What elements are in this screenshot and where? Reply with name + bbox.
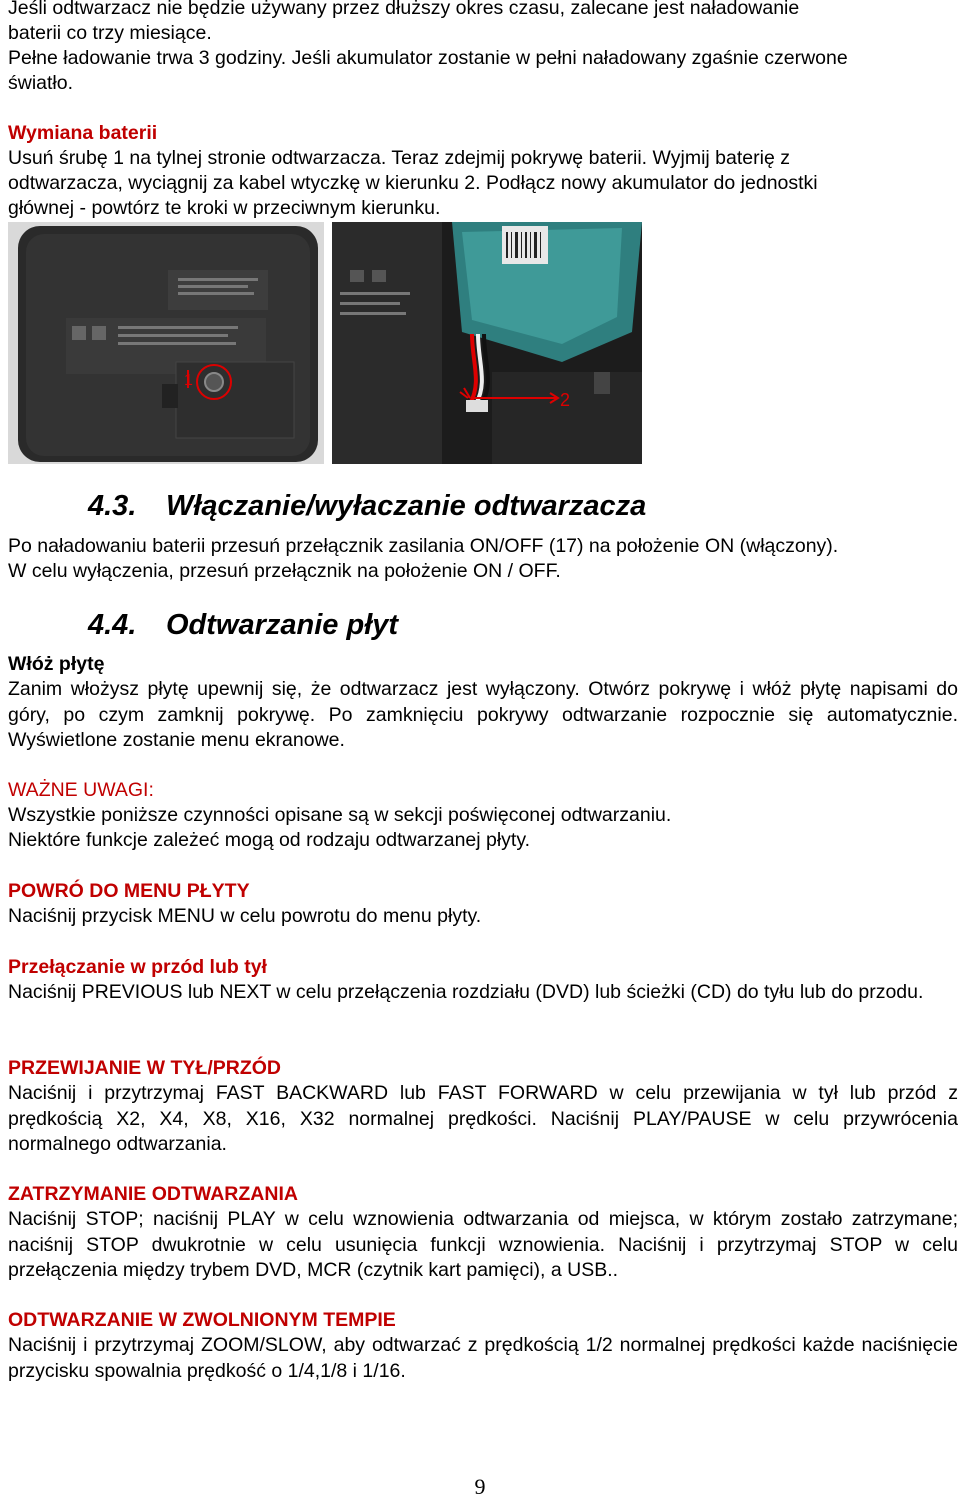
slow-motion-text: Naciśnij i przytrzymaj ZOOM/SLOW, aby odtwarzać z prędkością 1/2 normalnej prędkości każde naciśnięcie przycisku spowalnia prędkość o 1/4,1/8 i 1/16.: [8, 1334, 958, 1382]
important-notes-heading: WAŻNE UWAGI:: [8, 779, 154, 801]
section-4-4-title: Odtwarzanie płyt: [166, 609, 399, 641]
battery-line-2: odtwarzacza, wyciągnij za kabel wtyczkę w kierunku 2. Podłącz nowy akumulator do jednostki: [8, 172, 818, 194]
page-number: 9: [474, 1474, 486, 1499]
section-4-3-number: 4.3.: [88, 490, 137, 522]
skip-heading: Przełączanie w przód lub tył: [8, 956, 267, 978]
section-4-4-number: 4.4.: [88, 609, 137, 641]
intro-line-1: Jeśli odtwarzacz nie będzie używany przez dłuższy okres czasu, zalecane jest naładowanie: [8, 0, 800, 19]
intro-line-2: baterii co trzy miesiące.: [8, 22, 212, 44]
slow-motion-heading: ODTWARZANIE W ZWOLNIONYM TEMPIE: [8, 1309, 396, 1331]
battery-line-3: głównej - powtórz te kroki w przeciwnym kierunku.: [8, 197, 441, 219]
photo-label-1: 1: [184, 372, 193, 389]
section-4-3-title: Włączanie/wyłaczanie odtwarzacza: [166, 490, 647, 522]
insert-disc-text: Zanim włożysz płytę upewnij się, że odtwarzacz jest wyłączony. Otwórz pokrywę i włóż płytę napisami do góry, po czym zamknij pokrywę. Po zamknięciu pokrywy odtwarzanie rozpocznie się automatycznie. Wyświetlone zostanie menu ekranowe.: [8, 678, 958, 751]
battery-photo: [332, 222, 642, 464]
stop-heading: ZATRZYMANIE ODTWARZANIA: [8, 1183, 298, 1205]
important-notes-line-2: Niektóre funkcje zależeć mogą od rodzaju odtwarzanej płyty.: [8, 829, 531, 851]
battery-heading: Wymiana baterii: [8, 122, 158, 144]
player-back-photo: [8, 222, 324, 464]
disc-menu-text: Naciśnij przycisk MENU w celu powrotu do menu płyty.: [8, 905, 482, 927]
section-4-3-heading: [88, 490, 646, 523]
important-notes-line-1: Wszystkie poniższe czynności opisane są w sekcji poświęconej odtwarzaniu.: [8, 804, 672, 826]
stop-text: Naciśnij STOP; naciśnij PLAY w celu wznowienia odtwarzania od miejsca, w którym zostało zatrzymane; naciśnij STOP dwukrotnie w celu usunięcia funkcji wznowienia. Naciśnij i przytrzymaj STOP w celu przełączenia między trybem DVD, MCR (czytnik kart pamięci), a USB..: [8, 1208, 958, 1281]
section-4-3-line-2: W celu wyłączenia, przesuń przełącznik na położenie ON / OFF.: [8, 560, 561, 582]
rewind-heading: PRZEWIJANIE W TYŁ/PRZÓD: [8, 1057, 281, 1079]
intro-line-4: światło.: [8, 72, 74, 94]
section-4-4-heading: [88, 609, 398, 642]
intro-line-3: Pełne ładowanie trwa 3 godziny. Jeśli akumulator zostanie w pełni naładowany zgaśnie czerwone: [8, 47, 848, 69]
insert-disc-heading: Włóż płytę: [8, 653, 105, 675]
skip-text: Naciśnij PREVIOUS lub NEXT w celu przełączenia rozdziału (DVD) lub ścieżki (CD) do tyłu lub do przodu.: [8, 981, 924, 1003]
disc-menu-heading: POWRÓ DO MENU PŁYTY: [8, 880, 250, 902]
section-4-3-line-1: Po naładowaniu baterii przesuń przełącznik zasilania ON/OFF (17) na położenie ON (włączony).: [8, 535, 839, 557]
battery-line-1: Usuń śrubę 1 na tylnej stronie odtwarzacza. Teraz zdejmij pokrywę baterii. Wyjmij baterię z: [8, 147, 790, 169]
photo-label-2: 2: [560, 390, 571, 410]
rewind-text: Naciśnij i przytrzymaj FAST BACKWARD lub FAST FORWARD w celu przewijania w tył lub przód z prędkością X2, X4, X8, X16, X32 normalnej prędkości. Naciśnij PLAY/PAUSE w celu przywrócenia normalnego odtwarzania.: [8, 1082, 958, 1155]
